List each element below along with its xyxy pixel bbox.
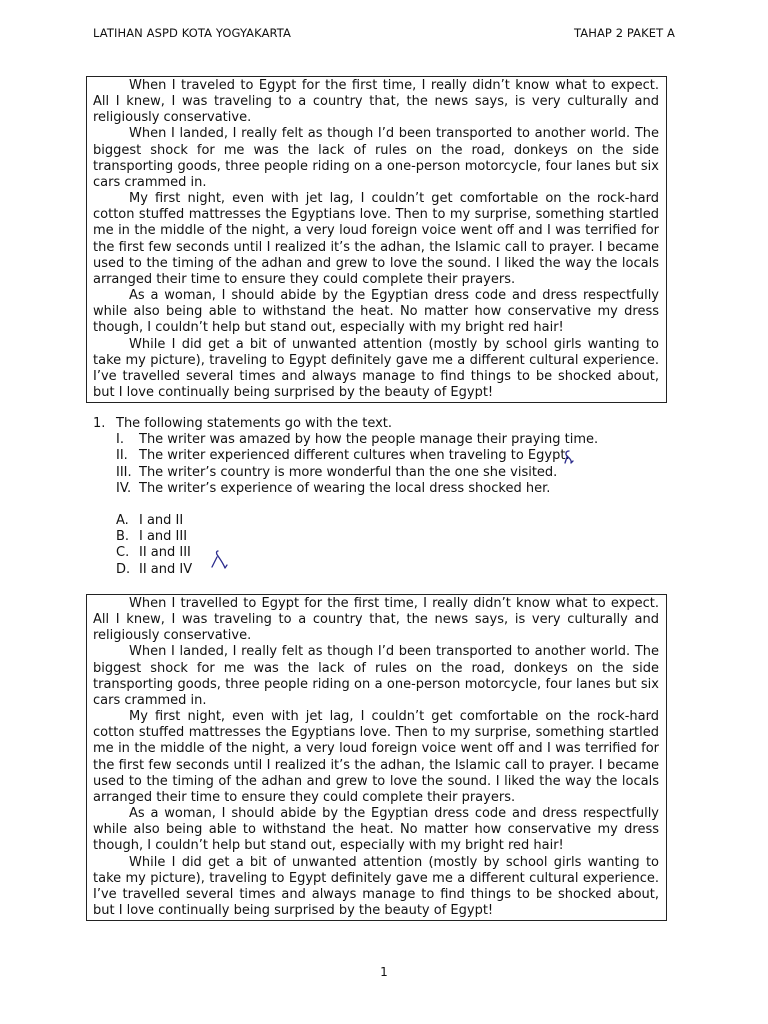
passage-paragraph: When I landed, I really felt as though I’d been transported to another world. The biggest shock for me was the lack of rules on the road, donkeys on the side transporting goods, three people riding on a one-person motorcycle, four lanes but six cars crammed in. <box>93 126 659 190</box>
answer-option-b[interactable] <box>116 529 693 545</box>
statement-item <box>116 481 693 497</box>
handwritten-check-icon <box>209 549 229 571</box>
statement-number: I. <box>116 432 124 448</box>
passage-paragraph: My first night, even with jet lag, I couldn’t get comfortable on the rock-hard cotton stuffed mattresses the Egyptians love. Then to my surprise, something startled me in the middle of the night, a very loud foreign voice went off and I was terrified for the first few seconds until I realized it’s the adhan, the Islamic call to prayer. I became used to the timing of the adhan and grew to love the sound. I liked the way the locals arranged their time to ensure they could complete their prayers. <box>93 191 659 287</box>
option-letter: D. <box>116 561 131 577</box>
page-number: 1 <box>380 965 388 979</box>
answer-option-c[interactable] <box>116 545 693 561</box>
answer-options <box>93 513 693 578</box>
passage-paragraph: While I did get a bit of unwanted attention (mostly by school girls wanting to take my picture), traveling to Egypt definitely gave me a different cultural experience. I’ve travelled several times and always manage to find things to be shocked about, but I love continually being surprised by the beauty of Egypt! <box>93 854 659 918</box>
passage-paragraph: When I landed, I really felt as though I’d been transported to another world. The biggest shock for me was the lack of rules on the road, donkeys on the side transporting goods, three people riding on a one-person motorcycle, four lanes but six cars crammed in. <box>93 644 659 708</box>
statement-number: III. <box>116 464 132 480</box>
answer-option-d[interactable] <box>116 562 693 578</box>
passage-paragraph: While I did get a bit of unwanted attention (mostly by school girls wanting to take my picture), traveling to Egypt definitely gave me a different cultural experience. I’ve travelled several times and always manage to find things to be shocked about, but I love continually being surprised by the beauty of Egypt! <box>93 336 659 400</box>
statement-number: IV. <box>116 480 132 496</box>
reading-passage-2 <box>86 594 667 921</box>
statement-text: The writer was amazed by how the people manage their praying time. <box>139 432 599 448</box>
question-stem-row <box>93 416 693 432</box>
statement-text: The writer experienced different cultures when traveling to Egypt. <box>139 448 570 464</box>
option-letter: B. <box>116 529 130 545</box>
statement-item <box>116 465 693 481</box>
header-left: LATIHAN ASPD KOTA YOGYAKARTA <box>93 26 292 40</box>
statement-item <box>116 432 693 448</box>
reading-passage-1 <box>86 76 667 403</box>
answer-option-a[interactable] <box>116 513 693 529</box>
statement-text: The writer’s experience of wearing the local dress shocked her. <box>139 480 551 496</box>
header-right: TAHAP 2 PAKET A <box>574 26 675 40</box>
handwritten-mark-icon <box>561 449 577 467</box>
passage-paragraph: My first night, even with jet lag, I couldn’t get comfortable on the rock-hard cotton stuffed mattresses the Egyptians love. Then to my surprise, something startled me in the middle of the night, a very loud foreign voice went off and I was terrified for the first few seconds until I realized it’s the adhan, the Islamic call to prayer. I became used to the timing of the adhan and grew to love the sound. I liked the way the locals arranged their time to ensure they could complete their prayers. <box>93 709 659 805</box>
statement-number: II. <box>116 448 128 464</box>
passage-paragraph: When I traveled to Egypt for the first time, I really didn’t know what to expect. All I knew, I was traveling to a country that, the news says, is very culturally and religiously conservative. <box>93 78 659 126</box>
question-number: 1. <box>93 416 106 431</box>
question-1 <box>93 416 693 578</box>
passage-paragraph: As a woman, I should abide by the Egyptian dress code and dress respectfully while also being able to withstand the heat. No matter how conservative my dress though, I couldn’t help but stand out, especially with my bright red hair! <box>93 288 659 336</box>
option-text: I and II <box>139 513 184 529</box>
option-letter: C. <box>116 545 130 561</box>
option-text: II and IV <box>139 561 193 577</box>
statement-text: The writer’s country is more wonderful than the one she visited. <box>139 464 558 480</box>
option-text: II and III <box>139 545 191 561</box>
question-stem: The following statements go with the text. <box>116 416 393 431</box>
option-letter: A. <box>116 513 129 529</box>
passage-paragraph: When I travelled to Egypt for the first time, I really didn’t know what to expect. All I knew, I was traveling to a country that, the news says, is very culturally and religiously conservative. <box>93 596 659 644</box>
statement-item <box>116 448 693 464</box>
passage-paragraph: As a woman, I should abide by the Egyptian dress code and dress respectfully while also being able to withstand the heat. No matter how conservative my dress though, I couldn’t help but stand out, especially with my bright red hair! <box>93 806 659 854</box>
option-text: I and III <box>139 529 188 545</box>
